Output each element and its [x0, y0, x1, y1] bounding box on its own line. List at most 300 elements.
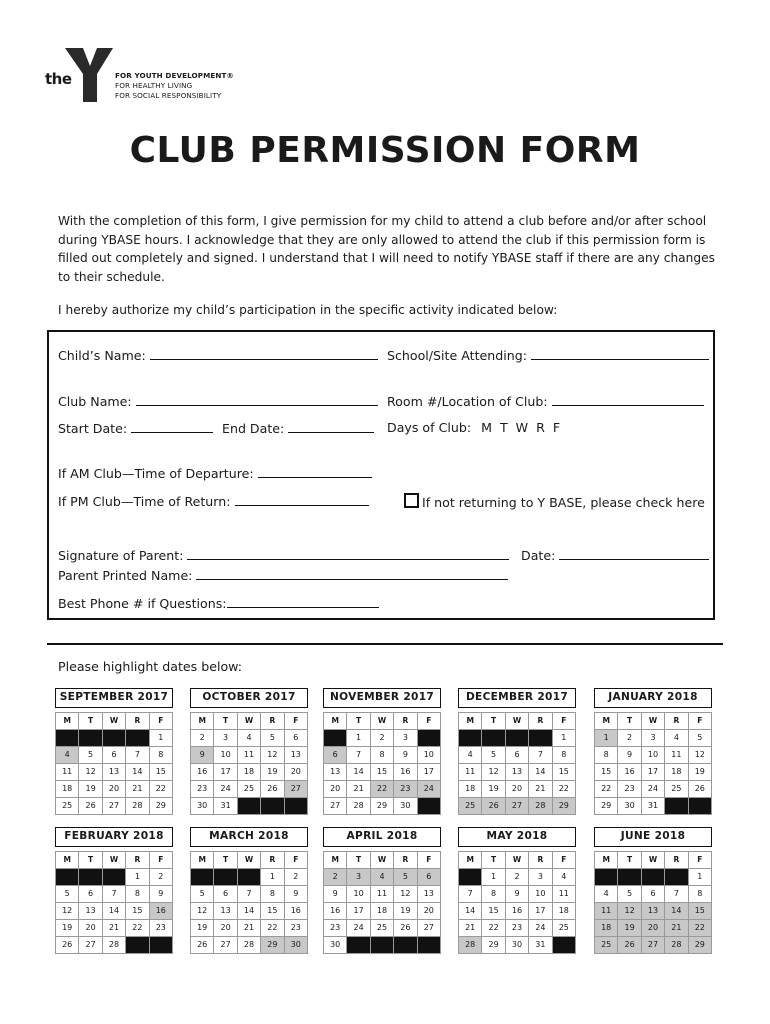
weekday-header: R [665, 852, 688, 869]
day-cell[interactable]: 1 [126, 869, 149, 886]
day-cell[interactable]: 27 [103, 798, 126, 815]
no-school-day-cell[interactable]: 22 [689, 920, 712, 937]
no-school-day-cell[interactable]: 28 [665, 937, 688, 954]
weekday-header: F [285, 713, 308, 730]
day-cell[interactable]: 22 [150, 781, 173, 798]
no-school-day-cell[interactable]: 23 [394, 781, 417, 798]
day-cell[interactable]: 23 [618, 781, 641, 798]
day-cell[interactable]: 3 [642, 730, 665, 747]
days-letters[interactable]: M T W R F [481, 420, 561, 435]
day-cell[interactable]: 30 [506, 937, 529, 954]
weekday-header: R [394, 852, 417, 869]
day-cell[interactable]: 30 [191, 798, 214, 815]
day-cell[interactable]: 20 [285, 764, 308, 781]
day-cell[interactable]: 29 [371, 798, 394, 815]
day-cell[interactable]: 7 [529, 747, 552, 764]
weekday-header: T [79, 713, 102, 730]
day-cell[interactable]: 11 [238, 747, 261, 764]
day-cell[interactable]: 22 [595, 781, 618, 798]
no-school-day-cell[interactable]: 12 [618, 903, 641, 920]
day-cell[interactable]: 19 [79, 781, 102, 798]
day-cell[interactable]: 2 [506, 869, 529, 886]
day-cell[interactable]: 31 [214, 798, 237, 815]
printed-name-label: Parent Printed Name: [58, 568, 193, 583]
day-cell[interactable]: 5 [261, 730, 284, 747]
day-cell[interactable]: 12 [56, 903, 79, 920]
day-cell[interactable]: 14 [126, 764, 149, 781]
day-cell[interactable]: 16 [324, 903, 347, 920]
no-school-day-cell[interactable]: 20 [642, 920, 665, 937]
month-title: SEPTEMBER 2017 [55, 688, 173, 708]
day-cell[interactable]: 4 [553, 869, 576, 886]
day-cell[interactable]: 15 [126, 903, 149, 920]
empty-day-cell [56, 730, 79, 747]
day-cell[interactable]: 6 [214, 886, 237, 903]
day-cell[interactable]: 20 [79, 920, 102, 937]
day-cell[interactable]: 23 [285, 920, 308, 937]
printed-name-line[interactable] [196, 567, 508, 580]
no-school-day-cell[interactable]: 11 [595, 903, 618, 920]
day-cell[interactable]: 2 [618, 730, 641, 747]
not-returning-field[interactable] [404, 493, 705, 511]
no-school-day-cell[interactable]: 29 [261, 937, 284, 954]
weekday-header: M [191, 713, 214, 730]
day-cell[interactable]: 9 [285, 886, 308, 903]
day-cell[interactable]: 26 [261, 781, 284, 798]
day-cell[interactable]: 23 [506, 920, 529, 937]
day-cell[interactable]: 2 [371, 730, 394, 747]
day-cell[interactable]: 28 [238, 937, 261, 954]
calendar-grid [458, 851, 576, 954]
day-cell[interactable]: 21 [459, 920, 482, 937]
day-cell[interactable]: 31 [642, 798, 665, 815]
day-cell[interactable]: 6 [285, 730, 308, 747]
end-date-field[interactable] [222, 420, 374, 437]
day-cell[interactable]: 8 [126, 886, 149, 903]
no-school-day-cell[interactable]: 28 [459, 937, 482, 954]
day-cell[interactable]: 13 [214, 903, 237, 920]
empty-day-cell [238, 869, 261, 886]
day-cell[interactable]: 30 [394, 798, 417, 815]
day-cell[interactable]: 9 [506, 886, 529, 903]
day-cell[interactable]: 23 [150, 920, 173, 937]
day-cell[interactable]: 17 [214, 764, 237, 781]
day-cell[interactable]: 21 [103, 920, 126, 937]
authorization-statement: I hereby authorize my child’s participation in the specific activity indicated below: [58, 303, 558, 317]
day-cell[interactable]: 7 [126, 747, 149, 764]
day-cell[interactable]: 7 [665, 886, 688, 903]
day-cell[interactable]: 19 [482, 781, 505, 798]
weekday-header: W [506, 713, 529, 730]
day-cell[interactable]: 9 [618, 747, 641, 764]
day-cell[interactable]: 18 [553, 903, 576, 920]
no-school-day-cell[interactable]: 4 [56, 747, 79, 764]
day-cell[interactable]: 21 [529, 781, 552, 798]
day-cell[interactable]: 20 [418, 903, 441, 920]
start-date-line[interactable] [131, 420, 213, 433]
weekday-header: T [618, 713, 641, 730]
weekday-header: F [418, 852, 441, 869]
day-cell[interactable]: 18 [56, 781, 79, 798]
no-school-day-cell[interactable]: 22 [371, 781, 394, 798]
day-cell[interactable]: 14 [238, 903, 261, 920]
no-school-day-cell[interactable]: 27 [285, 781, 308, 798]
day-cell[interactable]: 26 [56, 937, 79, 954]
day-cell[interactable]: 4 [238, 730, 261, 747]
no-school-day-cell[interactable]: 26 [618, 937, 641, 954]
day-cell[interactable]: 29 [595, 798, 618, 815]
day-cell[interactable]: 16 [394, 764, 417, 781]
day-cell[interactable]: 21 [238, 920, 261, 937]
day-cell[interactable]: 5 [618, 886, 641, 903]
no-school-day-cell[interactable]: 29 [553, 798, 576, 815]
day-cell[interactable]: 19 [394, 903, 417, 920]
month-title: NOVEMBER 2017 [323, 688, 441, 708]
day-cell[interactable]: 9 [324, 886, 347, 903]
no-school-day-cell[interactable]: 4 [371, 869, 394, 886]
day-cell[interactable]: 12 [394, 886, 417, 903]
day-cell[interactable]: 20 [506, 781, 529, 798]
day-cell[interactable]: 26 [79, 798, 102, 815]
pm-club-line[interactable] [235, 493, 369, 506]
month-calendar [594, 688, 712, 815]
no-school-day-cell[interactable]: 6 [324, 747, 347, 764]
empty-day-cell [553, 937, 576, 954]
weekday-header: W [238, 713, 261, 730]
day-cell[interactable]: 17 [529, 903, 552, 920]
day-cell[interactable]: 15 [595, 764, 618, 781]
day-cell[interactable]: 27 [418, 920, 441, 937]
day-cell[interactable]: 18 [238, 764, 261, 781]
empty-day-cell [459, 730, 482, 747]
day-cell[interactable]: 22 [126, 920, 149, 937]
pm-club-field[interactable] [58, 493, 369, 510]
day-cell[interactable]: 24 [642, 781, 665, 798]
weekday-header: M [324, 852, 347, 869]
day-cell[interactable]: 7 [459, 886, 482, 903]
month-title: MAY 2018 [458, 827, 576, 847]
day-cell[interactable]: 22 [482, 920, 505, 937]
school-field[interactable] [387, 347, 709, 364]
day-cell[interactable]: 1 [689, 869, 712, 886]
day-cell[interactable]: 24 [529, 920, 552, 937]
day-cell[interactable]: 16 [191, 764, 214, 781]
empty-day-cell [261, 798, 284, 815]
day-cell[interactable]: 8 [689, 886, 712, 903]
date-line[interactable] [559, 547, 709, 560]
day-cell[interactable]: 22 [553, 781, 576, 798]
end-date-label: End Date: [222, 421, 285, 436]
day-cell[interactable]: 20 [214, 920, 237, 937]
no-school-day-cell[interactable]: 30 [285, 937, 308, 954]
day-cell[interactable]: 24 [347, 920, 370, 937]
day-cell[interactable]: 4 [459, 747, 482, 764]
phone-line[interactable] [227, 595, 379, 608]
day-cell[interactable]: 3 [529, 869, 552, 886]
end-date-line[interactable] [288, 420, 374, 433]
day-cell[interactable]: 15 [261, 903, 284, 920]
school-line[interactable] [531, 347, 709, 360]
tagline-line: FOR YOUTH DEVELOPMENT® [115, 71, 234, 80]
day-cell[interactable]: 2 [150, 869, 173, 886]
day-cell[interactable]: 10 [529, 886, 552, 903]
no-school-day-cell[interactable]: 25 [459, 798, 482, 815]
weekday-header: W [103, 852, 126, 869]
printed-name-field[interactable] [58, 567, 508, 584]
no-school-day-cell[interactable]: 14 [665, 903, 688, 920]
day-cell[interactable]: 8 [482, 886, 505, 903]
empty-day-cell [79, 869, 102, 886]
day-cell[interactable]: 13 [103, 764, 126, 781]
day-cell[interactable]: 18 [459, 781, 482, 798]
day-cell[interactable]: 13 [418, 886, 441, 903]
day-cell[interactable]: 6 [506, 747, 529, 764]
day-cell[interactable]: 13 [79, 903, 102, 920]
day-cell[interactable]: 15 [553, 764, 576, 781]
no-school-day-cell[interactable]: 1 [595, 730, 618, 747]
day-cell[interactable]: 27 [214, 937, 237, 954]
am-club-field[interactable] [58, 465, 372, 482]
day-cell[interactable]: 15 [150, 764, 173, 781]
no-school-day-cell[interactable]: 2 [324, 869, 347, 886]
day-cell[interactable]: 25 [371, 920, 394, 937]
day-cell[interactable]: 19 [56, 920, 79, 937]
day-cell[interactable]: 4 [665, 730, 688, 747]
day-cell[interactable]: 11 [665, 747, 688, 764]
day-cell[interactable]: 30 [618, 798, 641, 815]
no-school-day-cell[interactable]: 27 [506, 798, 529, 815]
day-cell[interactable]: 2 [285, 869, 308, 886]
month-calendar [55, 827, 173, 954]
day-cell[interactable]: 9 [150, 886, 173, 903]
am-club-line[interactable] [258, 465, 372, 478]
no-school-day-cell[interactable]: 19 [618, 920, 641, 937]
empty-day-cell [482, 730, 505, 747]
day-cell[interactable]: 26 [191, 937, 214, 954]
day-cell[interactable]: 12 [261, 747, 284, 764]
day-cell[interactable]: 19 [689, 764, 712, 781]
no-school-day-cell[interactable]: 15 [689, 903, 712, 920]
day-cell[interactable]: 20 [324, 781, 347, 798]
day-cell[interactable]: 1 [261, 869, 284, 886]
day-cell[interactable]: 13 [324, 764, 347, 781]
day-cell[interactable]: 12 [79, 764, 102, 781]
no-school-day-cell[interactable]: 21 [665, 920, 688, 937]
month-calendar [323, 827, 441, 954]
phone-field[interactable] [58, 595, 379, 612]
day-cell[interactable]: 12 [191, 903, 214, 920]
month-title: JANUARY 2018 [594, 688, 712, 708]
pm-club-label: If PM Club—Time of Return: [58, 494, 231, 509]
day-cell[interactable]: 14 [103, 903, 126, 920]
day-cell[interactable]: 11 [56, 764, 79, 781]
no-school-day-cell[interactable]: 3 [347, 869, 370, 886]
weekday-header: M [191, 852, 214, 869]
day-cell[interactable]: 4 [595, 886, 618, 903]
day-cell[interactable]: 20 [103, 781, 126, 798]
day-cell[interactable]: 29 [150, 798, 173, 815]
weekday-header: R [665, 713, 688, 730]
day-cell[interactable]: 6 [79, 886, 102, 903]
day-cell[interactable]: 17 [642, 764, 665, 781]
weekday-header: W [642, 713, 665, 730]
no-school-day-cell[interactable]: 18 [595, 920, 618, 937]
day-cell[interactable]: 10 [418, 747, 441, 764]
day-cell[interactable]: 14 [529, 764, 552, 781]
weekday-header: F [553, 713, 576, 730]
day-cell[interactable]: 18 [665, 764, 688, 781]
calendar-grid [594, 712, 712, 815]
calendar-grid [55, 712, 173, 815]
day-cell[interactable]: 5 [56, 886, 79, 903]
day-cell[interactable]: 31 [529, 937, 552, 954]
day-cell[interactable]: 7 [238, 886, 261, 903]
day-cell[interactable]: 23 [191, 781, 214, 798]
day-cell[interactable]: 8 [261, 886, 284, 903]
no-school-day-cell[interactable]: 28 [529, 798, 552, 815]
day-cell[interactable]: 26 [394, 920, 417, 937]
day-cell[interactable]: 14 [459, 903, 482, 920]
day-cell[interactable]: 5 [79, 747, 102, 764]
no-school-day-cell[interactable]: 9 [191, 747, 214, 764]
day-cell[interactable]: 1 [553, 730, 576, 747]
day-cell[interactable]: 28 [126, 798, 149, 815]
day-cell[interactable]: 1 [482, 869, 505, 886]
days-of-club-field[interactable] [387, 420, 560, 436]
day-cell[interactable]: 26 [689, 781, 712, 798]
day-cell[interactable]: 15 [371, 764, 394, 781]
room-line[interactable] [552, 393, 704, 406]
child-name-field[interactable] [58, 347, 378, 364]
day-cell[interactable]: 27 [324, 798, 347, 815]
day-cell[interactable]: 27 [79, 937, 102, 954]
no-school-day-cell[interactable]: 26 [482, 798, 505, 815]
day-cell[interactable]: 12 [482, 764, 505, 781]
day-cell[interactable]: 7 [347, 747, 370, 764]
day-cell[interactable]: 13 [506, 764, 529, 781]
club-name-line[interactable] [136, 393, 378, 406]
day-cell[interactable]: 6 [103, 747, 126, 764]
day-cell[interactable]: 1 [347, 730, 370, 747]
weekday-header: M [459, 852, 482, 869]
no-school-day-cell[interactable]: 25 [595, 937, 618, 954]
weekday-header: W [371, 713, 394, 730]
day-cell[interactable]: 10 [347, 886, 370, 903]
not-returning-checkbox[interactable] [404, 493, 419, 508]
day-cell[interactable]: 2 [191, 730, 214, 747]
day-cell[interactable]: 28 [347, 798, 370, 815]
day-cell[interactable]: 11 [371, 886, 394, 903]
weekday-header: W [642, 852, 665, 869]
club-name-field[interactable] [58, 393, 378, 410]
day-cell[interactable]: 25 [665, 781, 688, 798]
day-cell[interactable]: 1 [150, 730, 173, 747]
day-cell[interactable]: 3 [214, 730, 237, 747]
day-cell[interactable]: 30 [324, 937, 347, 954]
day-cell[interactable]: 21 [126, 781, 149, 798]
day-cell[interactable]: 5 [689, 730, 712, 747]
weekday-header: M [324, 713, 347, 730]
no-school-day-cell[interactable]: 27 [642, 937, 665, 954]
day-cell[interactable]: 3 [394, 730, 417, 747]
month-title: DECEMBER 2017 [458, 688, 576, 708]
logo-wordmark: the [45, 70, 72, 88]
day-cell[interactable]: 28 [103, 937, 126, 954]
day-cell[interactable]: 6 [642, 886, 665, 903]
weekday-header: M [595, 852, 618, 869]
weekday-header: T [79, 852, 102, 869]
day-cell[interactable]: 14 [347, 764, 370, 781]
empty-day-cell [214, 869, 237, 886]
month-title: JUNE 2018 [594, 827, 712, 847]
no-school-day-cell[interactable]: 13 [642, 903, 665, 920]
day-cell[interactable]: 8 [150, 747, 173, 764]
day-cell[interactable]: 8 [371, 747, 394, 764]
day-cell[interactable]: 25 [553, 920, 576, 937]
day-cell[interactable]: 24 [214, 781, 237, 798]
day-cell[interactable]: 11 [553, 886, 576, 903]
no-school-day-cell[interactable]: 6 [418, 869, 441, 886]
day-cell[interactable]: 7 [103, 886, 126, 903]
date-field[interactable] [521, 547, 709, 564]
signature-line[interactable] [187, 547, 509, 560]
weekday-header: R [126, 713, 149, 730]
day-cell[interactable]: 10 [642, 747, 665, 764]
no-school-day-cell[interactable]: 5 [394, 869, 417, 886]
child-name-line[interactable] [150, 347, 378, 360]
day-cell[interactable]: 10 [214, 747, 237, 764]
day-cell[interactable]: 19 [191, 920, 214, 937]
day-cell[interactable]: 19 [261, 764, 284, 781]
weekday-header: F [418, 713, 441, 730]
day-cell[interactable]: 21 [347, 781, 370, 798]
day-cell[interactable]: 16 [618, 764, 641, 781]
no-school-day-cell[interactable]: 29 [689, 937, 712, 954]
start-date-field[interactable] [58, 420, 213, 437]
no-school-day-cell[interactable]: 24 [418, 781, 441, 798]
day-cell[interactable]: 12 [689, 747, 712, 764]
day-cell[interactable]: 17 [347, 903, 370, 920]
day-cell[interactable]: 29 [482, 937, 505, 954]
room-field[interactable] [387, 393, 704, 410]
weekday-header: R [126, 852, 149, 869]
day-cell[interactable]: 5 [191, 886, 214, 903]
day-cell[interactable]: 9 [394, 747, 417, 764]
signature-label: Signature of Parent: [58, 548, 184, 563]
weekday-header: R [261, 852, 284, 869]
day-cell[interactable]: 15 [482, 903, 505, 920]
day-cell[interactable]: 23 [324, 920, 347, 937]
day-cell[interactable]: 25 [56, 798, 79, 815]
day-cell[interactable]: 11 [459, 764, 482, 781]
day-cell[interactable]: 13 [285, 747, 308, 764]
day-cell[interactable]: 8 [553, 747, 576, 764]
day-cell[interactable]: 18 [371, 903, 394, 920]
day-cell[interactable]: 16 [506, 903, 529, 920]
section-divider [47, 643, 723, 645]
signature-field[interactable] [58, 547, 509, 564]
day-cell[interactable]: 5 [482, 747, 505, 764]
day-cell[interactable]: 25 [238, 781, 261, 798]
day-cell[interactable]: 16 [285, 903, 308, 920]
month-title: OCTOBER 2017 [190, 688, 308, 708]
phone-label: Best Phone # if Questions: [58, 596, 227, 611]
day-cell[interactable]: 8 [595, 747, 618, 764]
empty-day-cell [595, 869, 618, 886]
no-school-day-cell[interactable]: 16 [150, 903, 173, 920]
day-cell[interactable]: 17 [418, 764, 441, 781]
day-cell[interactable]: 22 [261, 920, 284, 937]
